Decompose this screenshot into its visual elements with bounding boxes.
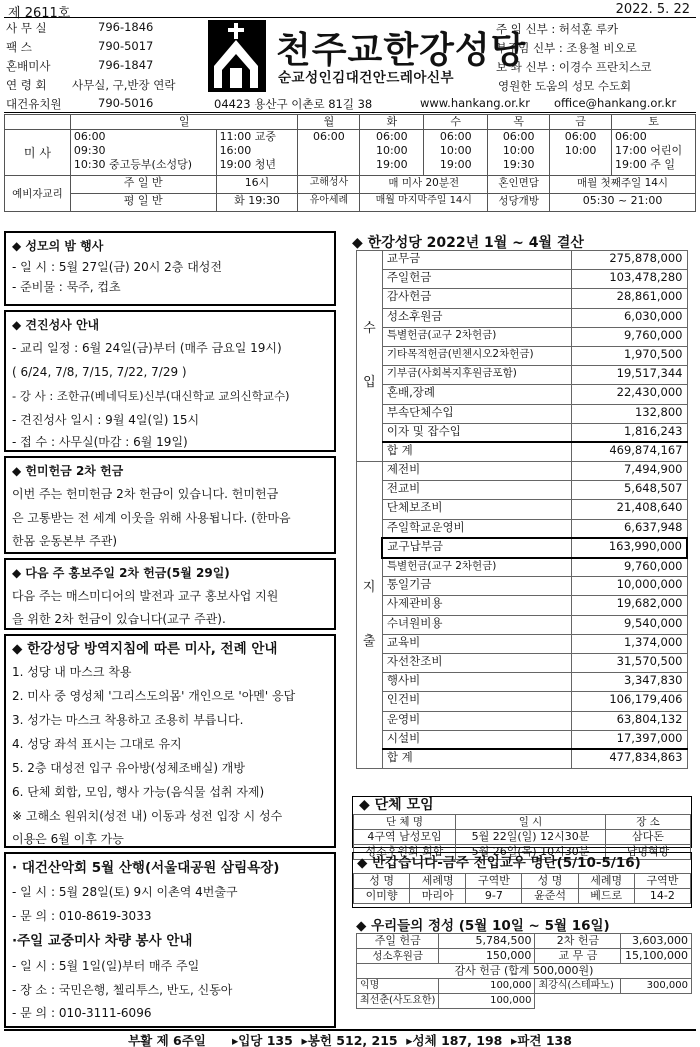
finance-row: [357, 692, 688, 711]
catechism-label: 예비자교리: [5, 176, 71, 212]
confession-time: 매 미사 20분전: [360, 176, 488, 194]
finance-item: 제전비: [382, 462, 571, 481]
thursday-mass-times: 06:00 10:00 19:30: [488, 130, 550, 176]
offering-table: 주일 헌금 5,784,500 2차 헌금 3,603,000 성소후원금 150,000 교 무 금 15,100,000 감사 헌금 (합계 500,000원) 익명 100,000 최강식(스테파노) 300,000 최선춘(사도요한) 100,000: [356, 933, 692, 1009]
day-wednesday: 수: [424, 115, 488, 130]
finance-row: [357, 251, 688, 270]
finance-amount: 9,760,000: [572, 327, 687, 346]
finance-item: 특별헌금(교구 2차헌금): [382, 327, 571, 346]
header-divider: [4, 17, 696, 18]
finance-row: [357, 270, 688, 289]
info-row-office: 사 무 실 796-1846: [6, 20, 154, 35]
finance-row: [357, 481, 688, 500]
day-tuesday: 화: [360, 115, 424, 130]
info-row-fax: 팩 스 790-5017: [6, 39, 154, 54]
finance-amount: 103,478,280: [572, 270, 687, 289]
associate-pastor: 부주임 신부 : 조용철 비오로: [496, 41, 637, 55]
marriage-interview-time: 매월 첫째주일 14시: [550, 176, 696, 194]
section-title: ◆ 성모의 밤 행사: [12, 239, 104, 253]
finance-row: [357, 404, 688, 423]
finance-row: [357, 500, 688, 519]
finance-row: [357, 289, 688, 308]
day-thursday: 목: [488, 115, 550, 130]
finance-amount: 469,874,167: [572, 442, 687, 461]
finance-item: 교무금: [382, 251, 571, 270]
finance-row: [357, 577, 688, 596]
finance-row: [357, 711, 688, 730]
section-title: ◆ 한강성당 방역지침에 따른 미사, 전례 안내: [12, 641, 278, 657]
finance-row: [357, 423, 688, 442]
sunday-class-time: 16시: [216, 176, 298, 194]
section-confirmation: ◆ 견진성사 안내 - 교리 일정 : 6월 24일(금)부터 (매주 금요일 19시) ( 6/24, 7/8, 7/15, 7/22, 7/29 ) - 강 사 : 조한규(베네딕토)신부(대신학교 교의신학교수) - 견진성사 일시 : 9월 4일(일) 15시 - 접 수 : 사무실(마감 : 6월 19일): [4, 310, 336, 452]
wednesday-mass-times: 06:00 10:00 19:00: [424, 130, 488, 176]
liturgy-footer: 부활 제 6주일 ▸입당 135 ▸봉헌 512, 215 ▸성체 187, 198 ▸파견 138: [128, 1033, 572, 1047]
finance-amount: 7,494,900: [572, 462, 687, 481]
finance-item: 합 계: [382, 442, 571, 461]
church-title: 천주교한강성당: [276, 29, 527, 71]
section-groups: [352, 796, 692, 858]
finance-amount: 21,408,640: [572, 500, 687, 519]
monday-mass-times: 06:00: [298, 130, 360, 176]
website-link[interactable]: www.hankang.or.kr: [420, 96, 530, 110]
section-title: ◆ 헌미헌금 2차 헌금: [12, 464, 124, 478]
section-title: ·주일 교중미사 차량 봉사 안내: [12, 933, 193, 949]
section-rice-offering: ◆ 헌미헌금 2차 헌금 이번 주는 헌미헌금 2차 헌금이 있습니다. 헌미헌금 은 고통받는 전 세계 이웃을 위해 사용됩니다. (한마음 한몸 운동본부 주관): [4, 456, 336, 554]
finance-amount: 28,861,000: [572, 289, 687, 308]
finance-amount: 19,517,344: [572, 366, 687, 385]
finance-row: [357, 538, 688, 557]
finance-item: 자선찬조비: [382, 653, 571, 672]
church-subtitle: 순교성인김대건안드레아신부: [278, 70, 455, 86]
finance-item: 시설비: [382, 730, 571, 749]
finance-row: [357, 558, 688, 577]
finance-row: [357, 634, 688, 653]
finance-amount: 477,834,863: [572, 749, 687, 768]
finance-row: [357, 385, 688, 404]
finance-item: 이자 및 잡수입: [382, 423, 571, 442]
finance-row: [357, 653, 688, 672]
finance-item: 교육비: [382, 634, 571, 653]
finance-row: [357, 673, 688, 692]
day-sunday: 일: [70, 115, 298, 130]
infant-baptism-label: 유아세례: [298, 194, 360, 212]
finance-amount: 3,347,830: [572, 673, 687, 692]
groups-table: 단 체 명 일 시 장 소 4구역 남성모임 5월 22일(일) 12시30분 삼다돈 성소후원회 회합 5월 26일(목) 10시30분 남명혁방: [353, 814, 691, 860]
finance-amount: 19,682,000: [572, 596, 687, 615]
income-side-label: 수 입: [357, 251, 383, 462]
finance-item: 특별헌금(교구 2차헌금): [382, 558, 571, 577]
weekday-class-label: 평 일 반: [70, 194, 216, 212]
finance-amount: 17,397,000: [572, 730, 687, 749]
finance-item: 성소후원금: [382, 308, 571, 327]
finance-item: 주일헌금: [382, 270, 571, 289]
finance-item: 혼배,장례: [382, 385, 571, 404]
finance-row: [357, 308, 688, 327]
section-title: ◆ 단체 모임: [359, 797, 434, 813]
finance-item: 감사헌금: [382, 289, 571, 308]
confession-label: 고해성사: [298, 176, 360, 194]
finance-item: 전교비: [382, 481, 571, 500]
section-quarantine-guidelines: ◆ 한강성당 방역지침에 따른 미사, 전례 안내 1. 성당 내 마스크 착용 2. 미사 중 영성체 '그리스도의몸' 개인으로 '아멘' 응답 3. 성가는 마스크 착용하고 조용히 부릅니다. 4. 성당 좌석 표시는 그대로 유지 5. 2층 대성전 입구 유아방(성체조배실) 개방 6. 단체 회합, 모임, 행사 가능(음식물 섭취 자제) ※ 고해소 원위치(성전 내) 이동과 성전 입장 시 성수 이용은 6월 이후 가능: [4, 634, 336, 848]
finance-amount: 106,179,406: [572, 692, 687, 711]
sunday-mass-times-2: 11:00 교중 16:00 19:00 청년: [216, 130, 298, 176]
section-rosary-night: ◆ 성모의 밤 행사 - 일 시 : 5월 27일(금) 20시 2층 대성전 - 준비물 : 묵주, 컵초: [4, 231, 336, 306]
sunday-class-label: 주 일 반: [70, 176, 216, 194]
finance-item: 기부금(사회복지후원금포함): [382, 366, 571, 385]
expense-side-label: 지 출: [357, 462, 383, 769]
finance-amount: 9,540,000: [572, 615, 687, 634]
finance-item: 주일학교운영비: [382, 519, 571, 538]
sisters: 영원한 도움의 성모 수도회: [498, 79, 632, 93]
finance-amount: 6,030,000: [572, 308, 687, 327]
finance-amount: 5,648,507: [572, 481, 687, 500]
sunday-mass-times-1: 06:00 09:30 10:30 중고등부(소성당): [70, 130, 216, 176]
finance-row: [357, 749, 688, 768]
email-link[interactable]: office@hankang.or.kr: [554, 96, 677, 110]
marriage-interview-label: 혼인면담: [488, 176, 550, 194]
finance-amount: 1,374,000: [572, 634, 687, 653]
friday-mass-times: 06:00 10:00: [550, 130, 612, 176]
section-communications-offering: ◆ 다음 주 홍보주일 2차 헌금(5월 29일) 다음 주는 매스미디어의 발전과 교구 홍보사업 지원 을 위한 2차 헌금이 있습니다(교구 주관).: [4, 558, 336, 630]
section-title: ◆ 견진성사 안내: [12, 318, 100, 332]
clergy-info: [496, 20, 651, 96]
church-open-label: 성당개방: [488, 194, 550, 212]
day-monday: 월: [298, 115, 360, 130]
finance-row: [357, 596, 688, 615]
infant-baptism-time: 매월 마지막주일 14시: [360, 194, 488, 212]
finance-amount: 31,570,500: [572, 653, 687, 672]
issue-date: 2022. 5. 22: [615, 2, 690, 17]
finance-amount: 275,878,000: [572, 251, 687, 270]
finance-amount: 63,804,132: [572, 711, 687, 730]
finance-amount: 1,816,243: [572, 423, 687, 442]
mass-label: 미 사: [5, 130, 71, 176]
finance-item: 수녀원비용: [382, 615, 571, 634]
finance-amount: 22,430,000: [572, 385, 687, 404]
finance-item: 사제관비용: [382, 596, 571, 615]
finance-table: [356, 250, 688, 769]
finance-amount: 6,637,948: [572, 519, 687, 538]
finance-row: [357, 615, 688, 634]
finance-amount: 10,000,000: [572, 577, 687, 596]
finance-item: 통일기금: [382, 577, 571, 596]
pastor: 주 임 신부 : 허석훈 루카: [496, 22, 619, 36]
section-title: ◆ 반갑습니다-금주 전입교우 명단(5/10-5/16): [357, 855, 641, 871]
finance-row: [357, 327, 688, 346]
finance-item: 부속단체수입: [382, 404, 571, 423]
finance-item: 단체보조비: [382, 500, 571, 519]
church-open-time: 05:30 ~ 21:00: [550, 194, 696, 212]
finance-row: [357, 442, 688, 461]
section-hiking-and-car-service: · 대건산악회 5월 산행(서울대공원 삼림욕장) - 일 시 : 5월 28일(토) 9시 이촌역 4번출구 - 문 의 : 010-8619-3033 ·주일 교중미사 차량 봉사 안내 - 일 시 : 5월 1일(일)부터 매주 주일 - 장 소 : 국민은행, 첼리투스, 반도, 신동아 - 문 의 : 010-3111-6096: [4, 852, 336, 1028]
new-parishioners-table: 성 명 세례명 구역반 성 명 세례명 구역반 이미향 마리아 9-7 윤준석 베드로 14-2: [353, 873, 691, 904]
address: 04423 용산구 이촌로 81길 38: [214, 97, 373, 111]
finance-amount: 9,760,000: [572, 558, 687, 577]
church-logo-icon: [208, 20, 266, 92]
finance-amount: 163,990,000: [572, 538, 687, 557]
finance-item: 기타목적헌금(빈첸시오2차헌금): [382, 346, 571, 365]
tuesday-mass-times: 06:00 10:00 19:00: [360, 130, 424, 176]
finance-item: 운영비: [382, 711, 571, 730]
finance-row: [357, 730, 688, 749]
info-row-wedding: 혼배미사 796-1847: [6, 58, 154, 73]
finance-amount: 1,970,500: [572, 346, 687, 365]
section-title: ◆ 다음 주 홍보주일 2차 헌금(5월 29일): [12, 566, 230, 580]
finance-row: [357, 519, 688, 538]
finance-row: [357, 462, 688, 481]
finance-item: 인건비: [382, 692, 571, 711]
finance-item: 합 계: [382, 749, 571, 768]
section-new-parishioners: [352, 852, 692, 908]
info-row-kindergarten: 대건유치원 790-5016: [6, 96, 154, 111]
day-friday: 금: [550, 115, 612, 130]
saturday-mass-times: 06:00 17:00 어린이 19:00 주 일: [612, 130, 696, 176]
day-saturday: 토: [612, 115, 696, 130]
issue-number: 제 2611호: [8, 6, 71, 21]
info-row-funeral: 연 령 회 사무실, 구,반장 연락: [6, 78, 176, 92]
finance-item: 교구납부금: [382, 538, 571, 557]
header-bottom-divider: [4, 112, 696, 113]
finance-row: [357, 366, 688, 385]
finance-amount: 132,800: [572, 404, 687, 423]
section-title: · 대건산악회 5월 산행(서울대공원 삼림욕장): [12, 860, 280, 876]
finance-item: 행사비: [382, 673, 571, 692]
finance-row: [357, 346, 688, 365]
assistant-priest: 보 좌 신부 : 이경수 프란치스코: [496, 60, 652, 74]
finance-title: ◆ 한강성당 2022년 1월 ~ 4월 결산: [352, 235, 584, 251]
weekday-class-time: 화 19:30: [216, 194, 298, 212]
mass-schedule-table: [4, 114, 696, 212]
offering-title: ◆ 우리들의 정성 (5월 10일 ~ 5월 16일): [356, 918, 610, 934]
